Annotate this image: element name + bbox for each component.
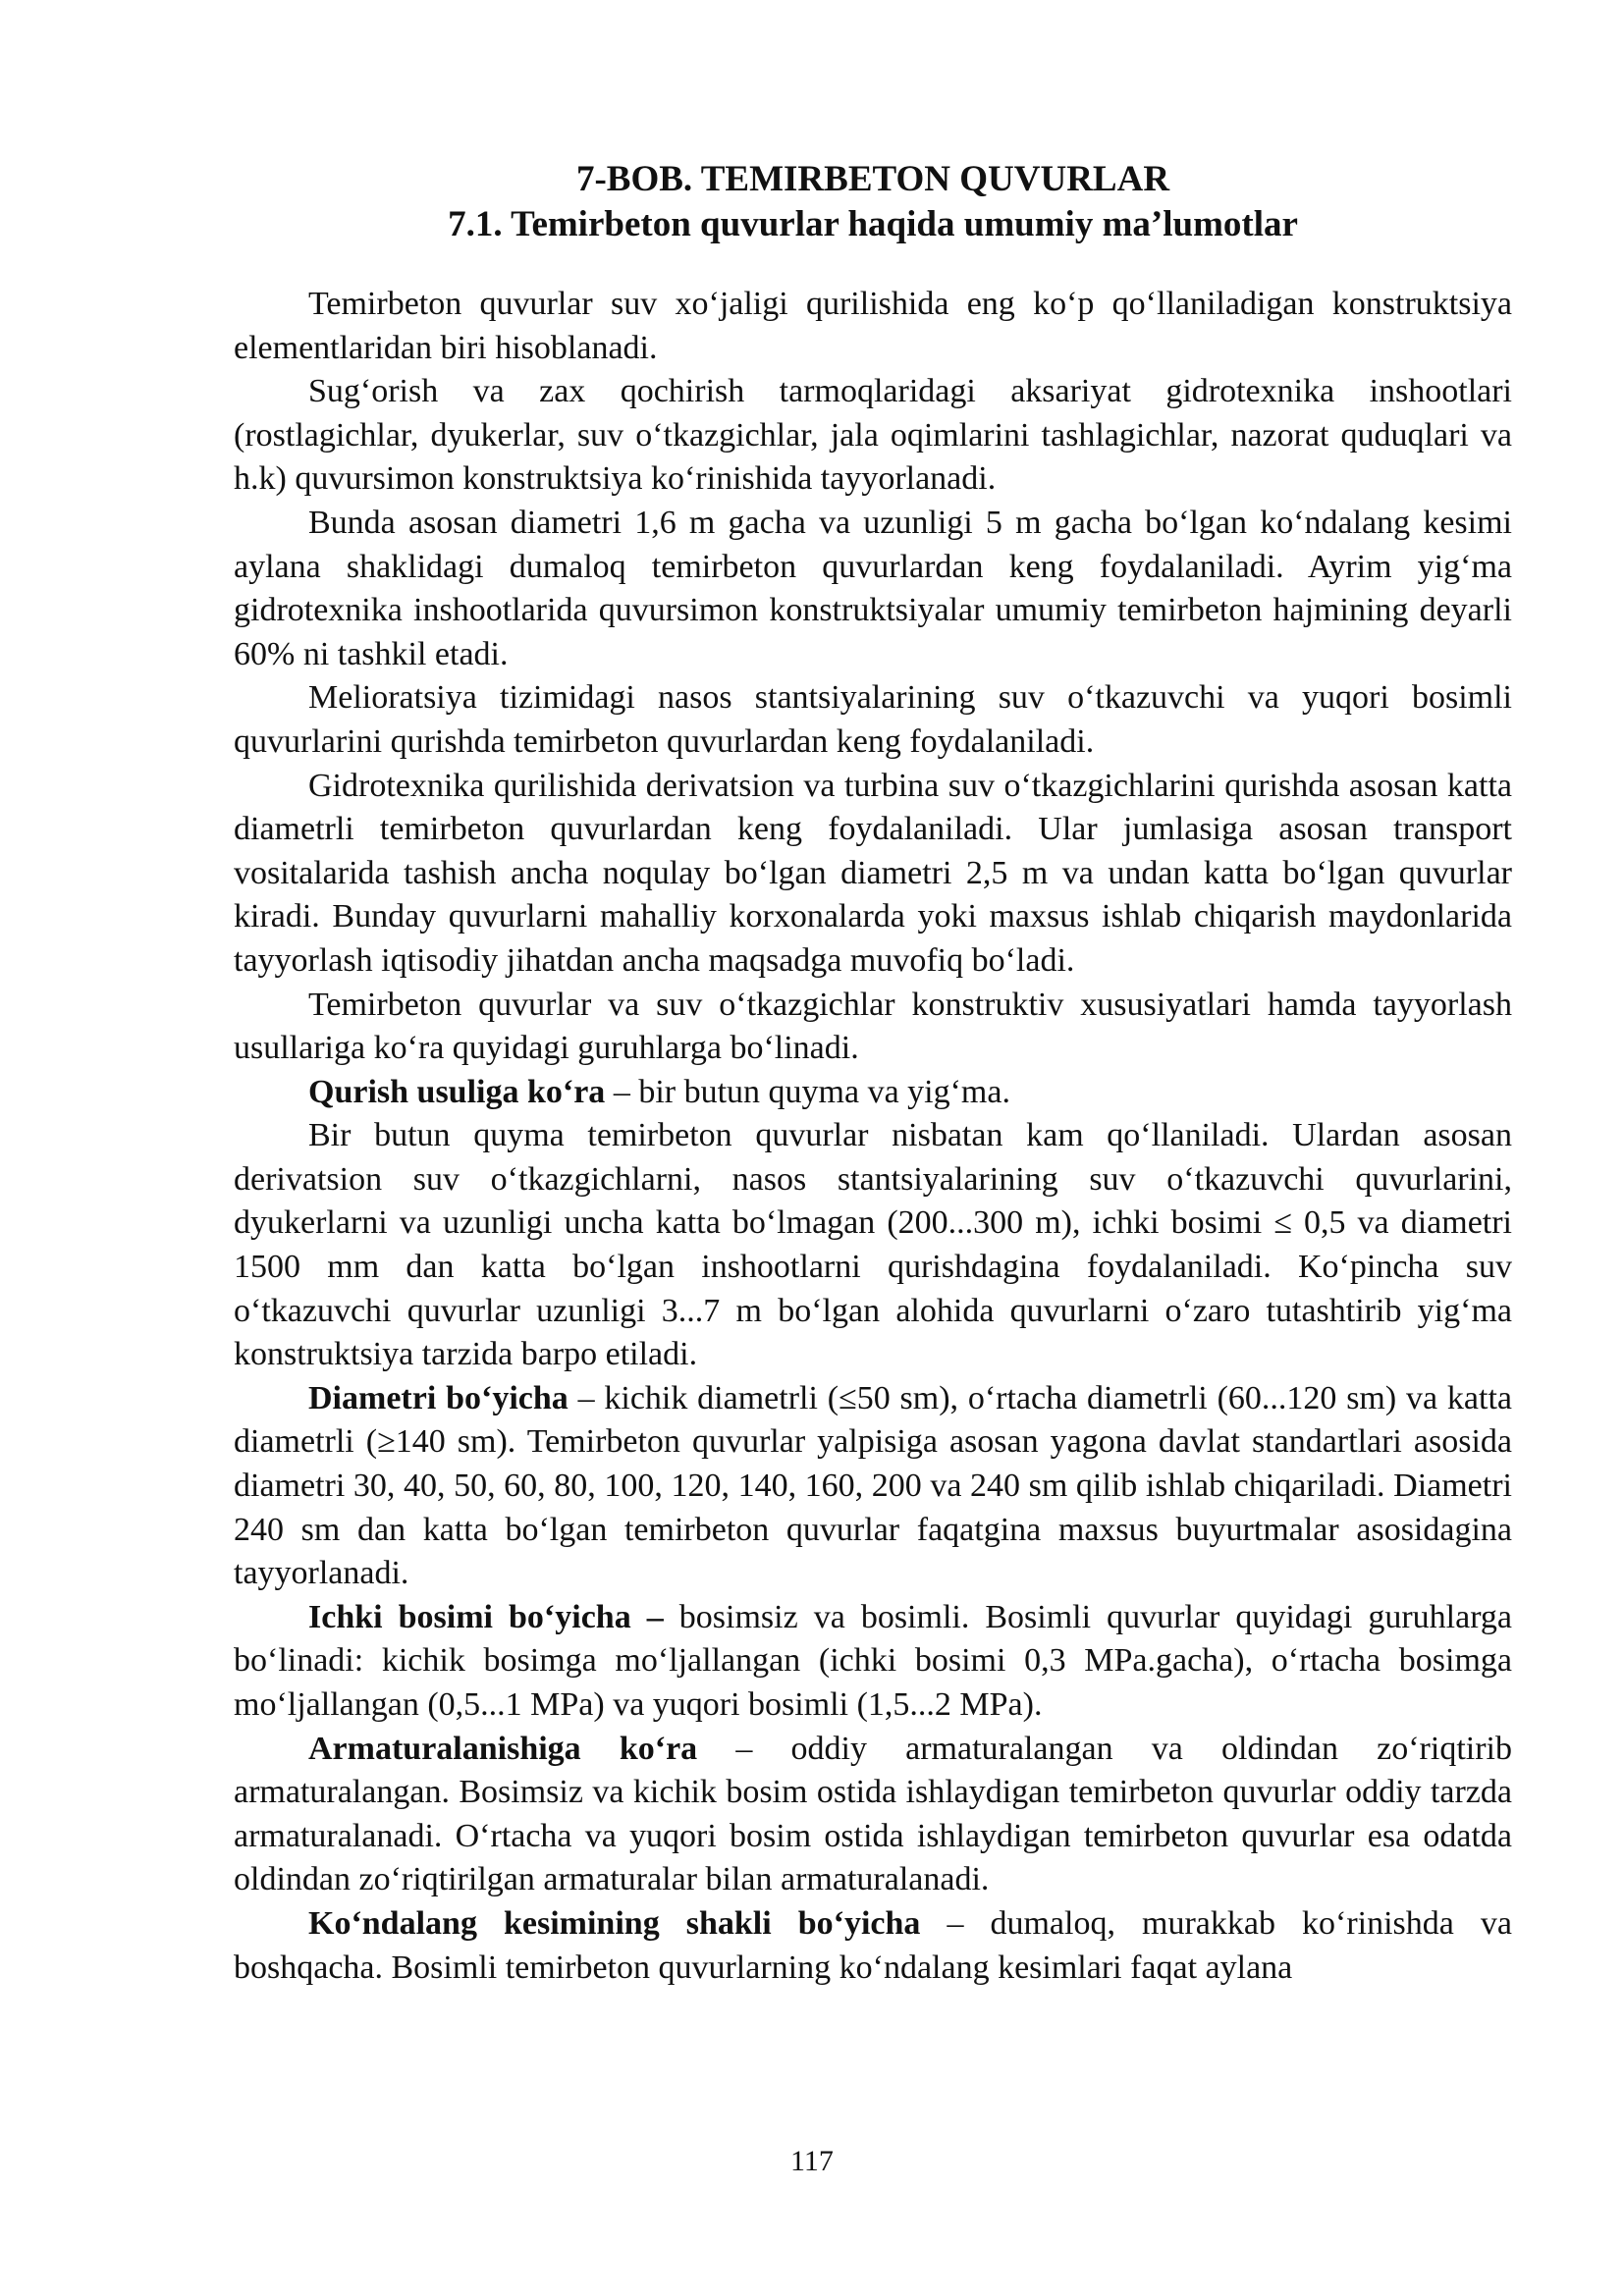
paragraph-text: – dumaloq, murakkab ko‘rinishda va boshqacha. Bosimli temirbeton quvurlarning ko‘ndalang kesimlari faqat aylana: [234, 1904, 1512, 1986]
paragraph-text: Temirbeton quvurlar va suv o‘tkazgichlar konstruktiv xususiyatlari hamda tayyorlash usullariga ko‘ra quyidagi guruhlarga bo‘linadi.: [234, 986, 1512, 1067]
paragraph: [234, 1596, 1512, 1728]
paragraph: [234, 370, 1512, 502]
chapter-title: 7-BOB. TEMIRBETON QUVURLAR: [575, 159, 1170, 199]
paragraph: [234, 984, 1512, 1071]
paragraph-lead: Ko‘ndalang kesimining shakli bo‘yicha: [308, 1904, 921, 1942]
paragraph: [234, 1071, 1512, 1115]
paragraph-text: Bir butun quyma temirbeton quvurlar nisbatan kam qo‘llaniladi. Ulardan asosan derivatsion suv o‘tkazgichlarni, nasos stantsiyalarining suv o‘tkazuvchi quvurlarini, dyukerlarni va uzunligi uncha katta bo‘lmagan (200...300 m), ichki bosimi ≤ 0,5 va diametri 1500 mm dan katta bo‘lgan inshootlarni qurishdagina foydalaniladi. Ko‘pincha suv o‘tkazuvchi quvurlar uzunligi 3...7 m bo‘lgan alohida quvurlarni o‘zaro tutashtirib yig‘ma konstruktsiya tarzida barpo etiladi.: [234, 1117, 1512, 1373]
paragraph-text: Gidrotexnika qurilishida derivatsion va turbina suv o‘tkazgichlarini qurishda asosan katta diametrli temirbeton quvurlardan keng foydalaniladi. Ular jumlasiga asosan transport vositalarida tashish ancha noqulay bo‘lgan diametri 2,5 m va undan katta bo‘lgan quvurlar kiradi. Bunday quvurlarni mahalliy korxonalarda yoki maxsus ishlab chiqarish maydonlarida tayyorlash iqtisodiy jihatdan ancha maqsadga muvofiq bo‘ladi.: [234, 767, 1512, 979]
section-title: 7.1. Temirbeton quvurlar haqida umumiy ma’lumotlar: [448, 204, 1298, 244]
paragraph: [234, 502, 1512, 676]
paragraph-lead: Qurish usuliga ko‘ra: [308, 1073, 606, 1110]
page-number: 117: [790, 2145, 834, 2177]
paragraph: [234, 765, 1512, 984]
paragraph-text: – kichik diametrli (≤50 sm), o‘rtacha diametrli (60...120 sm) va katta diametrli (≥140 sm). Temirbeton quvurlar yalpisiga asosan yagona davlat standartlari asosida diametri 30, 40, 50, 60, 80, 100, 120, 140, 160, 200 va 240 sm qilib ishlab chiqariladi. Diametri 240 sm dan katta bo‘lgan temirbeton quvurlar faqatgina maxsus buyurtmalar asosidagina tayyorlanadi.: [234, 1379, 1512, 1592]
paragraph-text: Bunda asosan diametri 1,6 m gacha va uzunligi 5 m gacha bo‘lgan ko‘ndalang kesimi aylana shaklidagi dumaloq temirbeton quvurlardan keng foydalaniladi. Ayrim yig‘ma gidrotexnika inshootlarida quvursimon konstruktsiyalar umumiy temirbeton hajmining deyarli 60% ni tashkil etadi.: [234, 504, 1512, 672]
paragraph-text: – bir butun quyma va yig‘ma.: [605, 1073, 1010, 1110]
paragraph-lead: Diametri bo‘yicha: [308, 1379, 568, 1416]
paragraph-text: bosimsiz va bosimli. Bosimli quvurlar quyidagi guruhlarga bo‘linadi: kichik bosimga mo‘ljallangan (ichki bosimi 0,3 MPa.gacha), o‘rtacha bosimga mo‘ljallangan (0,5...1 MPa) va yuqori bosimli (1,5...2 MPa).: [234, 1598, 1512, 1723]
paragraph: [234, 1114, 1512, 1377]
paragraph-text: – oddiy armaturalangan va oldindan zo‘riqtirib armaturalangan. Bosimsiz va kichik bosim ostida ishlaydigan temirbeton quvurlar oddiy tarzda armaturalanadi. O‘rtacha va yuqori bosim ostida ishlaydigan temirbeton quvurlar esa odatda oldindan zo‘riqtirilgan armaturalar bilan armaturalanadi.: [234, 1730, 1512, 1898]
page-body: [234, 157, 1512, 1990]
paragraph-text: Temirbeton quvurlar suv xo‘jaligi qurilishida eng ko‘p qo‘llaniladigan konstruktsiya elementlaridan biri hisoblanadi.: [234, 286, 1512, 366]
paragraph: [234, 1377, 1512, 1596]
paragraph: [234, 283, 1512, 370]
paragraph-lead: Armaturalanishiga ko‘ra: [308, 1730, 698, 1767]
paragraph: [234, 676, 1512, 764]
paragraph: [234, 1902, 1512, 1990]
paragraph-text: Sug‘orish va zax qochirish tarmoqlaridagi aksariyat gidrotexnika inshootlari (rostlagichlar, dyukerlar, suv o‘tkazgichlar, jala oqimlarini tashlagichlar, nazorat quduqlari va h.k) quvursimon konstruktsiya ko‘rinishida tayyorlanadi.: [234, 373, 1512, 498]
paragraph-lead: Ichki bosimi bo‘yicha –: [308, 1598, 664, 1635]
paragraph: [234, 1728, 1512, 1902]
paragraph-text: Melioratsiya tizimidagi nasos stantsiyalarining suv o‘tkazuvchi va yuqori bosimli quvurlarini qurishda temirbeton quvurlardan keng foydalaniladi.: [234, 679, 1512, 760]
